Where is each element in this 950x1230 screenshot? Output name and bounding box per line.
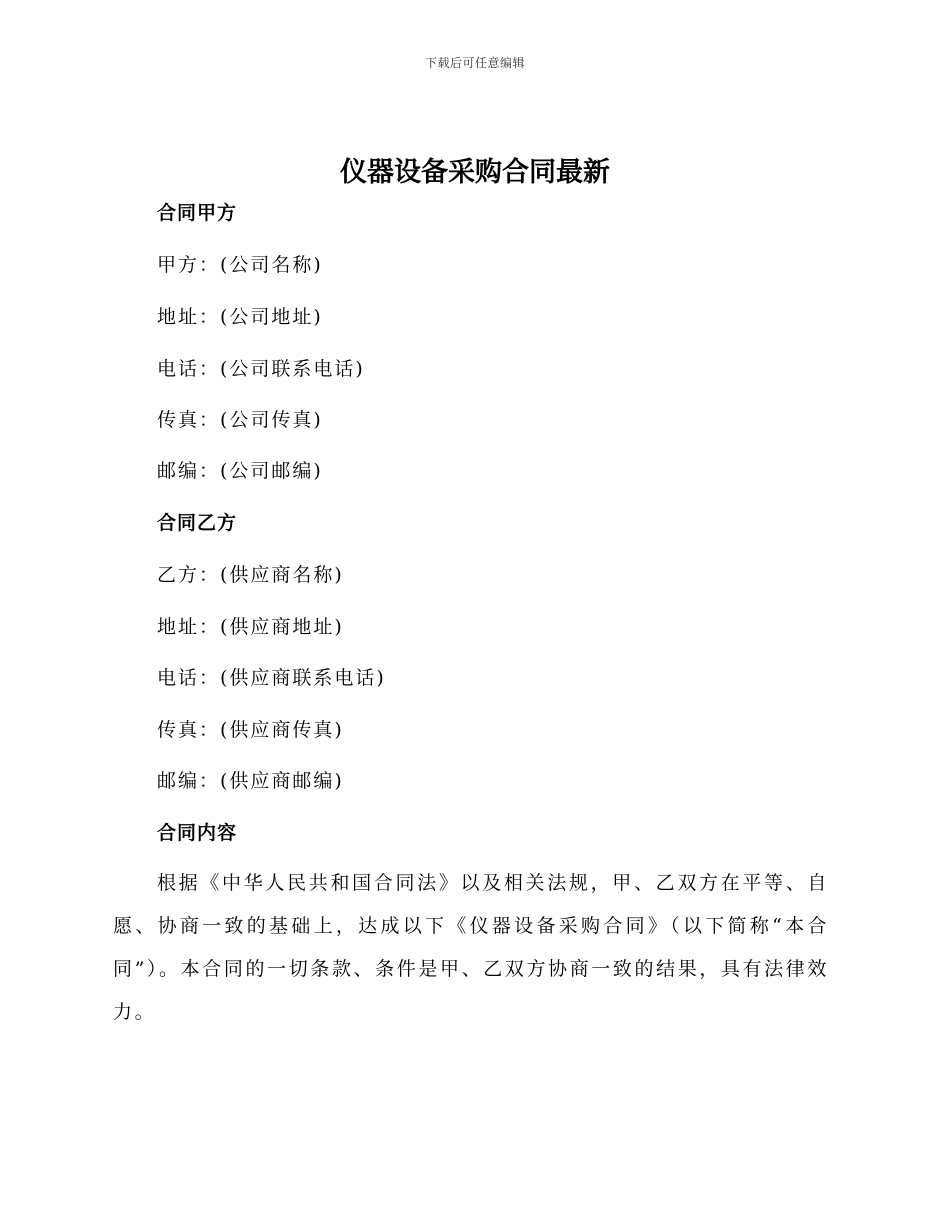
field-label: 邮编： (157, 460, 221, 482)
field-value: (供应商邮编) (220, 770, 344, 792)
party-b-heading: 合同乙方 (157, 512, 238, 534)
party-a-heading: 合同甲方 (157, 202, 238, 224)
party-b-name-field (157, 560, 344, 587)
field-label: 甲方： (157, 254, 221, 276)
field-value: (供应商传真) (220, 719, 344, 741)
contract-content-paragraph: 根据《中华人民共和国合同法》以及相关法规，甲、乙双方在平等、自愿、协商一致的基础上，达成以下《仪器设备采购合同》（以下简称“本合同”）。本合同的一切条款、条件是甲、乙双方协商一致的结果，具有法律效力。 (113, 872, 829, 1023)
field-label: 传真： (157, 409, 221, 431)
field-value: (公司地址) (220, 306, 323, 328)
field-value: (供应商地址) (220, 616, 344, 638)
field-label: 地址： (157, 306, 221, 328)
page-header-note: 下载后可任意编辑 (424, 56, 525, 70)
field-value: (供应商联系电话) (220, 667, 386, 689)
field-value: (公司传真) (220, 409, 323, 431)
party-b-address-field (157, 612, 344, 639)
party-a-postcode-field (157, 456, 323, 483)
party-a-fax-field (157, 405, 323, 432)
contract-content-heading: 合同内容 (157, 822, 238, 844)
field-label: 电话： (157, 667, 221, 689)
field-label: 传真： (157, 719, 221, 741)
field-label: 地址： (157, 616, 221, 638)
field-value: (公司邮编) (220, 460, 323, 482)
field-value: (公司名称) (220, 254, 323, 276)
field-value: (供应商名称) (220, 564, 344, 586)
field-value: (公司联系电话) (220, 358, 365, 380)
field-label: 邮编： (157, 770, 221, 792)
party-a-name-field (157, 250, 323, 277)
document-title: 仪器设备采购合同最新 (340, 157, 610, 188)
party-b-postcode-field (157, 766, 344, 793)
field-label: 电话： (157, 358, 221, 380)
party-b-fax-field (157, 715, 344, 742)
party-a-address-field (157, 302, 323, 329)
field-label: 乙方： (157, 564, 221, 586)
party-b-phone-field (157, 663, 386, 690)
party-a-phone-field (157, 354, 365, 381)
